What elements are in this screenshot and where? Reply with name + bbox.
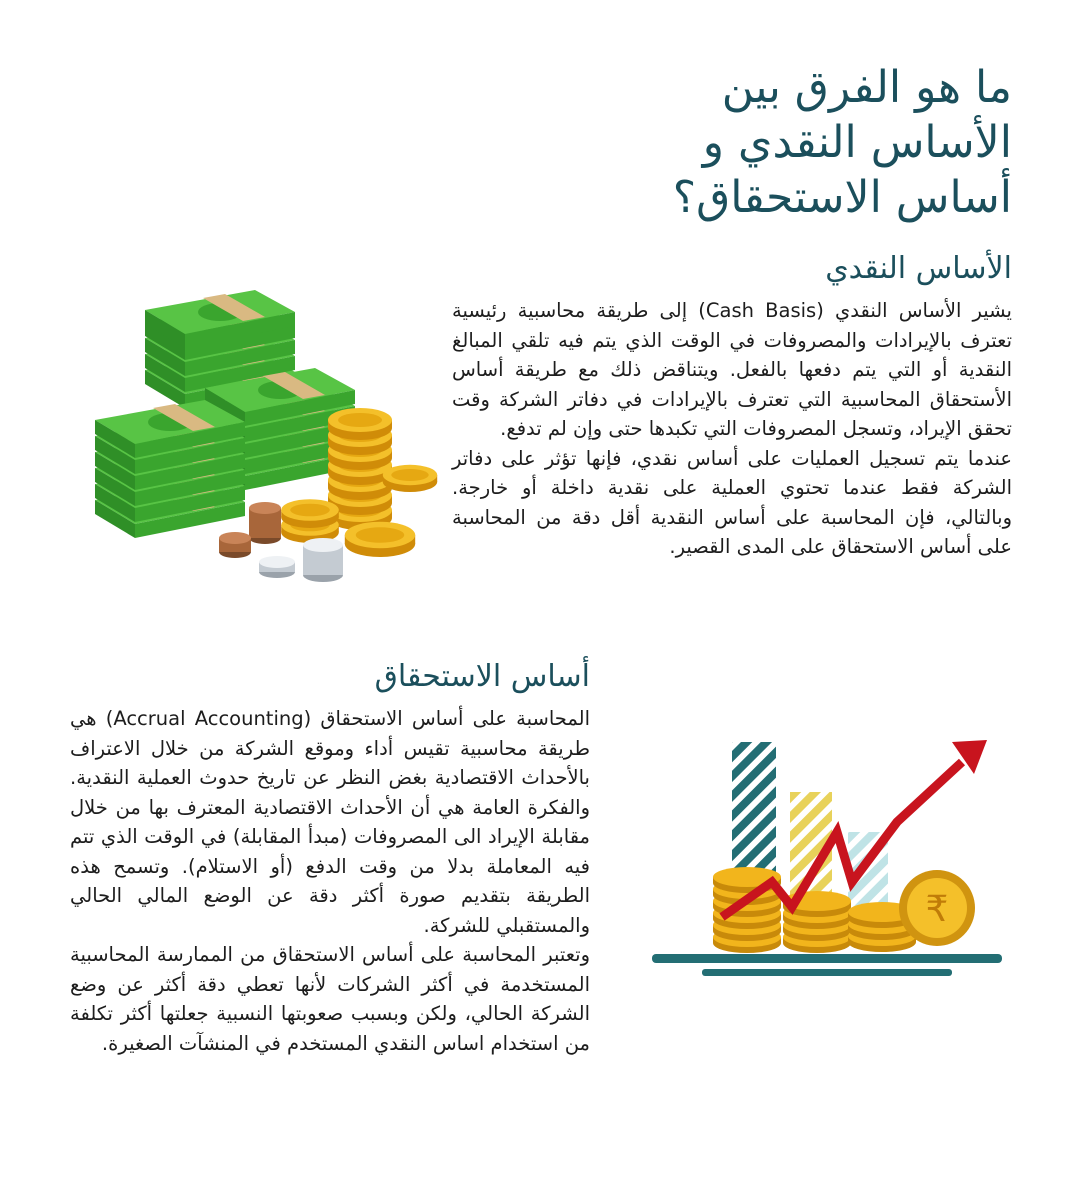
title-line-1: ما هو الفرق بين: [721, 62, 1012, 113]
accrual-text: [70, 704, 590, 1058]
title-line-2: الأساس النقدي و: [702, 117, 1012, 168]
page-title: [452, 60, 1012, 225]
rupee-symbol: ₹: [925, 889, 949, 930]
accrual-paragraph-1: المحاسبة على أساس الاستحقاق (Accrual Accounting) هي طريقة محاسبية تقيس أداء وموقع الشركة من خلال الاعتراف بالأحداث الاقتصادية بغض النظر عن تاريخ حدوث العملية النقدية. والفكرة العامة هي أن الأحداث الاقتصادية المعترف بها من خلال مقابلة الإيراد الى المصروفات (مبدأ المقابلة) في الوقت الذي تتم فيه المعاملة بدلا من وقت الدفع (أو الاستلام). وتسمح هذه الطريقة بتقديم صورة أكثر دقة عن الوضع المالي الحالي والمستقبلي للشركة.: [70, 707, 590, 937]
cash-basis-heading: الأساس النقدي: [825, 251, 1012, 286]
cash-paragraph-2: عندما يتم تسجيل العمليات على أساس نقدي، فإنها تؤثر على دفاتر الشركة فقط عندما تحتوي العملية على نقدية داخلة أو خارجة. وبالتالي، فإن المحاسبة على أساس النقدية أقل دقة من المحاسبة على أساس الاستحقاق على المدى القصير.: [452, 446, 1012, 558]
accrual-heading: أساس الاستحقاق: [374, 659, 590, 694]
rupee-coin-growth-chart-icon: [652, 732, 1002, 992]
accrual-paragraph-2: وتعتبر المحاسبة على أساس الاستحقاق من الممارسة المحاسبية المستخدمة في أكثر الشركات لأنها تعطي دقة أكثر عن وضع الشركة الحالي، ولكن وبسبب صعوبتها النسبية جعلتها أكثر تكلفة من استخدام اساس النقدي المستخدم في المنشآت الصغيرة.: [70, 943, 590, 1055]
cash-basis-text: [452, 296, 1012, 562]
cash-paragraph-1: يشير الأساس النقدي (Cash Basis) إلى طريقة محاسبية رئيسية تعترف بالإيرادات والمصروفات في الوقت الذي يتم فيه تلقي المبالغ النقدية أو التي يتم دفعها بالفعل. ويتناقض ذلك مع طريقة أساس الأستحقاق المحاسبية التي تعترف بالإيرادات في دفاتر الشركة وقت تحقق الإيراد، وتسجل المصروفات التي تكبدها حتى وإن لم تدفع.: [452, 299, 1012, 440]
money-stacks-and-coins-icon: [85, 280, 440, 595]
title-line-3: أساس الاستحقاق؟: [672, 172, 1012, 223]
rupee-coin-icon: [899, 870, 975, 946]
